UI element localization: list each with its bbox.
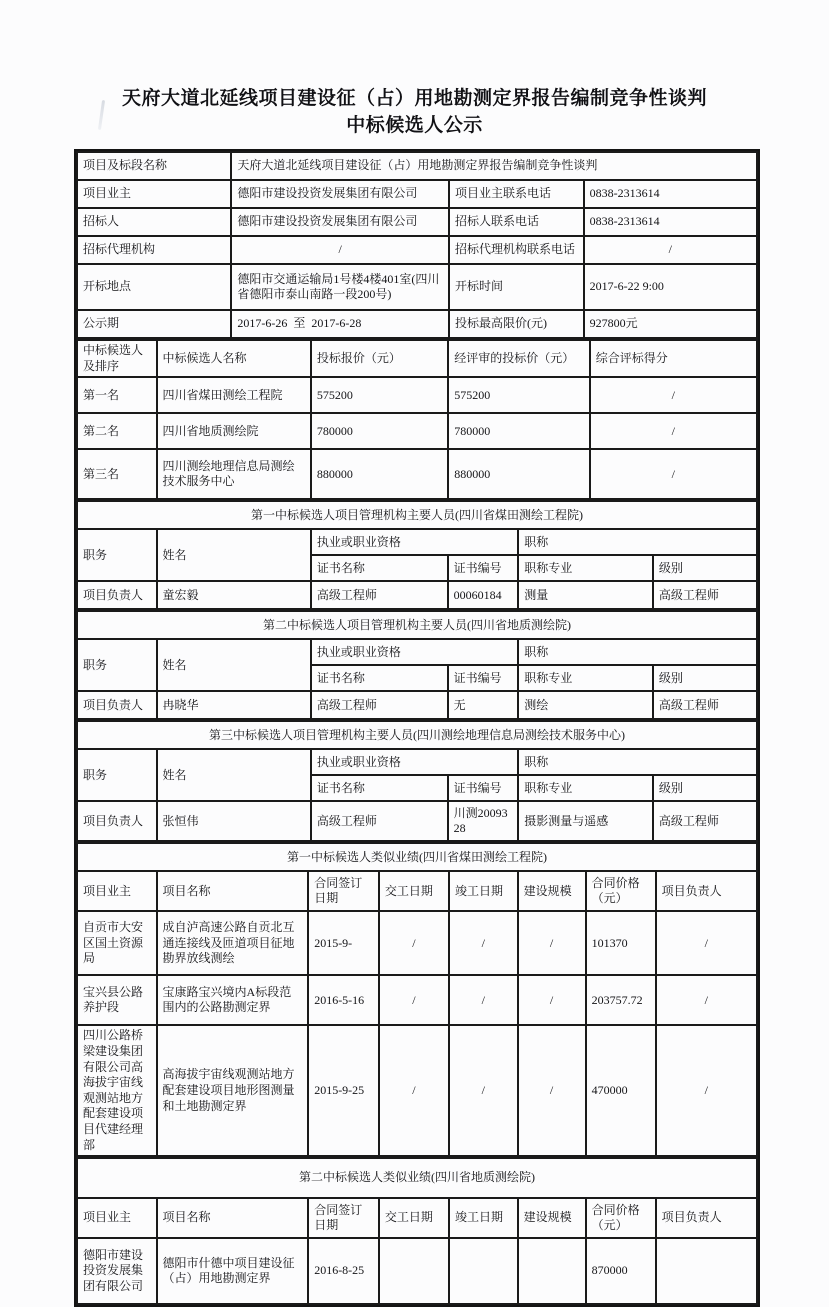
max-price-value: 927800元 [584,310,757,338]
personnel-cert-no: 00060184 [448,581,519,609]
perf-manager: / [656,1025,757,1156]
personnel-name: 童宏毅 [157,581,311,609]
tenderer-label: 招标人 [77,208,231,236]
perf-name: 高海拔宇宙线观测站地方配套建设项目地形图测量和土地勘测定界 [157,1025,309,1156]
personnel-header-duty: 职务 [77,639,157,691]
personnel-header-level: 级别 [653,665,757,691]
perf-name: 德阳市什德中项目建设征（占）用地勘测定界 [157,1238,309,1304]
candidate-bid: 780000 [311,413,448,449]
perf-owner: 自贡市大安区国土资源局 [77,911,157,975]
perf-sign-date: 2016-5-16 [308,975,379,1025]
perf-header-owner: 项目业主 [77,1198,157,1238]
personnel-header-cert-name: 证书名称 [311,775,448,801]
personnel-header-name: 姓名 [157,529,311,581]
perf-header-scale: 建设规模 [518,871,586,911]
personnel-header-cert-name: 证书名称 [311,555,448,581]
candidate-bid: 880000 [311,449,448,499]
perf-scale: / [518,975,586,1025]
perf-scale [518,1238,586,1304]
perf-header-sign-date: 合同签订日期 [308,1198,379,1238]
candidates-header-name: 中标候选人名称 [157,340,311,377]
personnel-header-major: 职称专业 [518,775,653,801]
personnel-header-title-group: 职称 [518,749,757,775]
personnel-table-1 [76,500,758,610]
personnel-cert-no: 川测2009328 [448,801,519,841]
personnel-header-title-group: 职称 [518,639,757,665]
max-price-label: 投标最高限价(元) [449,310,584,338]
candidate-score: / [590,413,757,449]
candidate-evaluated: 575200 [448,377,589,413]
perf-owner: 宝兴县公路养护段 [77,975,157,1025]
personnel-level: 高级工程师 [653,801,757,841]
candidate-name: 四川省煤田测绘工程院 [157,377,311,413]
publicity-value: 2017-6-26 至 2017-6-28 [231,310,449,338]
candidates-header-bid: 投标报价（元） [311,340,448,377]
project-name-label: 项目及标段名称 [77,152,231,180]
candidates-header-evaluated: 经评审的投标价（元） [448,340,589,377]
personnel-level: 高级工程师 [653,581,757,609]
personnel-name: 冉晓华 [157,691,311,719]
candidate-rank: 第一名 [77,377,157,413]
perf-handover-date: / [379,1025,449,1156]
personnel-header-level: 级别 [653,555,757,581]
info-table [76,151,758,339]
perf-owner: 四川公路桥梁建设集团有限公司高海拔宇宙线观测站地方配套建设项目代建经理部 [77,1025,157,1156]
personnel-duty: 项目负责人 [77,801,157,841]
personnel-header-qual-group: 执业或职业资格 [311,639,518,665]
announcement-table [74,149,760,1307]
perf-sign-date: 2016-8-25 [308,1238,379,1304]
perf-header-sign-date: 合同签订日期 [308,871,379,911]
personnel-major: 测绘 [518,691,653,719]
perf-completion-date: / [449,1025,518,1156]
agency-phone-label: 招标代理机构联系电话 [449,236,584,264]
tenderer-phone-label: 招标人联系电话 [449,208,584,236]
candidate-evaluated: 880000 [448,449,589,499]
personnel-header-duty: 职务 [77,529,157,581]
performance-section2-title: 第二中标候选人类似业绩(四川省地质测绘院) [77,1158,757,1198]
perf-price: 470000 [586,1025,656,1156]
personnel-header-duty: 职务 [77,749,157,801]
personnel-header-cert-no: 证书编号 [448,665,519,691]
personnel-section3-title: 第三中标候选人项目管理机构主要人员(四川测绘地理信息局测绘技术服务中心) [77,721,757,749]
personnel-header-name: 姓名 [157,749,311,801]
perf-scale: / [518,1025,586,1156]
personnel-row [77,581,757,609]
perf-price: 870000 [586,1238,656,1304]
perf-header-name: 项目名称 [157,871,309,911]
personnel-duty: 项目负责人 [77,691,157,719]
personnel-cert-name: 高级工程师 [311,801,448,841]
perf-header-handover-date: 交工日期 [379,1198,449,1238]
personnel-header-major: 职称专业 [518,665,653,691]
document-title-line1: 天府大道北延线项目建设征（占）用地勘测定界报告编制竞争性谈判 [121,88,707,109]
candidate-score: / [590,377,757,413]
candidate-row [77,377,757,413]
open-time-label: 开标时间 [449,264,584,310]
tenderer-value: 德阳市建设投资发展集团有限公司 [231,208,449,236]
perf-price: 101370 [586,911,656,975]
perf-header-price: 合同价格（元） [586,871,656,911]
tenderer-phone-value: 0838-2313614 [584,208,757,236]
perf-completion-date: / [449,975,518,1025]
perf-header-manager: 项目负责人 [656,871,757,911]
personnel-section2-title: 第二中标候选人项目管理机构主要人员(四川省地质测绘院) [77,611,757,639]
performance-table-2 [76,1157,758,1305]
personnel-section1-title: 第一中标候选人项目管理机构主要人员(四川省煤田测绘工程院) [77,501,757,529]
perf-handover-date: / [379,911,449,975]
personnel-cert-name: 高级工程师 [311,581,448,609]
perf-manager: / [656,975,757,1025]
perf-name: 宝康路宝兴境内A标段范围内的公路勘测定界 [157,975,309,1025]
personnel-major: 摄影测量与遥感 [518,801,653,841]
perf-owner: 德阳市建设投资发展集团有限公司 [77,1238,157,1304]
performance-row [77,1238,757,1304]
owner-value: 德阳市建设投资发展集团有限公司 [231,180,449,208]
perf-manager: / [656,911,757,975]
perf-price: 203757.72 [586,975,656,1025]
personnel-major: 测量 [518,581,653,609]
personnel-table-3 [76,720,758,842]
open-time-value: 2017-6-22 9:00 [584,264,757,310]
perf-sign-date: 2015-9- [308,911,379,975]
personnel-header-title-group: 职称 [518,529,757,555]
project-name-value: 天府大道北延线项目建设征（占）用地勘测定界报告编制竞争性谈判 [231,152,757,180]
candidates-header-rank: 中标候选人及排序 [77,340,157,377]
owner-phone-value: 0838-2313614 [584,180,757,208]
perf-header-owner: 项目业主 [77,871,157,911]
perf-header-manager: 项目负责人 [656,1198,757,1238]
perf-name: 成自泸高速公路自贡北互通连接线及匝道项目征地勘界放线测绘 [157,911,309,975]
personnel-header-cert-no: 证书编号 [448,775,519,801]
candidate-rank: 第二名 [77,413,157,449]
candidate-name: 四川省地质测绘院 [157,413,311,449]
perf-completion-date: / [449,911,518,975]
personnel-header-name: 姓名 [157,639,311,691]
personnel-header-cert-no: 证书编号 [448,555,519,581]
personnel-header-cert-name: 证书名称 [311,665,448,691]
owner-label: 项目业主 [77,180,231,208]
candidates-table [76,339,758,500]
personnel-header-qual-group: 执业或职业资格 [311,749,518,775]
document-title [84,86,745,139]
personnel-header-qual-group: 执业或职业资格 [311,529,518,555]
performance-section1-title: 第一中标候选人类似业绩(四川省煤田测绘工程院) [77,843,757,871]
performance-row [77,975,757,1025]
personnel-row [77,691,757,719]
perf-handover-date: / [379,975,449,1025]
personnel-row [77,801,757,841]
personnel-name: 张恒伟 [157,801,311,841]
personnel-level: 高级工程师 [653,691,757,719]
candidate-name: 四川测绘地理信息局测绘技术服务中心 [157,449,311,499]
candidates-header-score: 综合评标得分 [590,340,757,377]
candidate-score: / [590,449,757,499]
perf-sign-date: 2015-9-25 [308,1025,379,1156]
candidate-row [77,449,757,499]
perf-header-handover-date: 交工日期 [379,871,449,911]
perf-manager [656,1238,757,1304]
performance-table-1 [76,842,758,1157]
agency-phone-value: / [584,236,757,264]
document-title-line2: 中标候选人公示 [346,114,483,136]
venue-value: 德阳市交通运输局1号楼4楼401室(四川省德阳市泰山南路一段200号) [231,264,449,310]
performance-row [77,1025,757,1156]
performance-row [77,911,757,975]
perf-header-completion-date: 竣工日期 [449,871,518,911]
personnel-header-major: 职称专业 [518,555,653,581]
publicity-label: 公示期 [77,310,231,338]
perf-completion-date [449,1238,518,1304]
personnel-duty: 项目负责人 [77,581,157,609]
personnel-cert-no: 无 [448,691,519,719]
perf-handover-date [379,1238,449,1304]
candidate-evaluated: 780000 [448,413,589,449]
venue-label: 开标地点 [77,264,231,310]
perf-header-completion-date: 竣工日期 [449,1198,518,1238]
candidate-rank: 第三名 [77,449,157,499]
personnel-table-2 [76,610,758,720]
personnel-header-level: 级别 [653,775,757,801]
agency-value: / [231,236,449,264]
perf-scale: / [518,911,586,975]
perf-header-scale: 建设规模 [518,1198,586,1238]
agency-label: 招标代理机构 [77,236,231,264]
owner-phone-label: 项目业主联系电话 [449,180,584,208]
candidate-row [77,413,757,449]
perf-header-name: 项目名称 [157,1198,309,1238]
candidate-bid: 575200 [311,377,448,413]
perf-header-price: 合同价格（元） [586,1198,656,1238]
personnel-cert-name: 高级工程师 [311,691,448,719]
